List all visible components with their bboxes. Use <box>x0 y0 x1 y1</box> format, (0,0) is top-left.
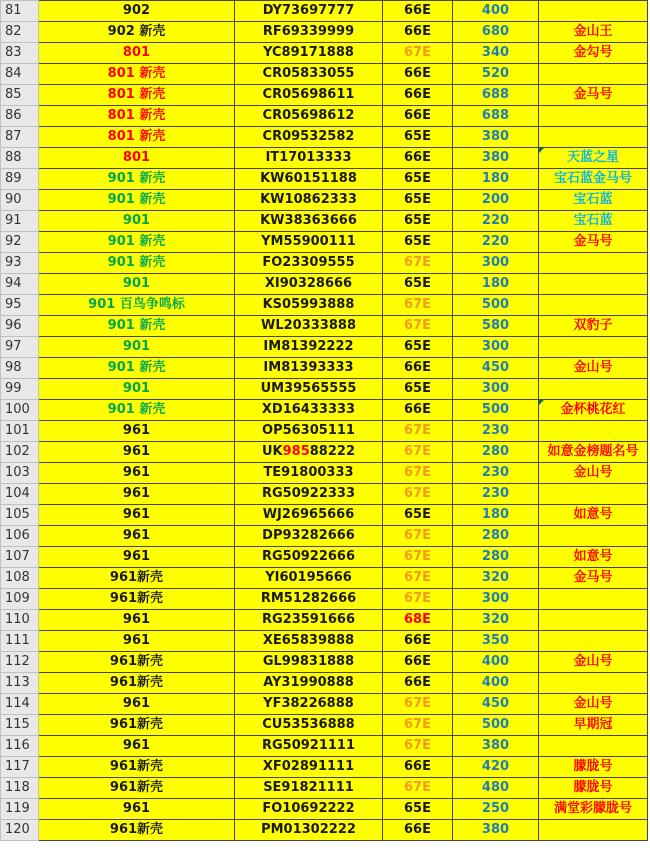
cell-price[interactable]: 420 <box>453 757 539 778</box>
cell-price[interactable]: 400 <box>453 652 539 673</box>
cell-grade[interactable]: 65E <box>383 232 453 253</box>
table-row <box>1 736 648 757</box>
cell-grade[interactable]: 65E <box>383 799 453 820</box>
table-row <box>1 694 648 715</box>
cell-price[interactable]: 300 <box>453 589 539 610</box>
cell-price[interactable]: 380 <box>453 148 539 169</box>
cell-type[interactable]: 961 <box>39 505 235 526</box>
cell-grade[interactable]: 65E <box>383 379 453 400</box>
table-row <box>1 589 648 610</box>
cell-note[interactable] <box>539 274 648 295</box>
table-row <box>1 673 648 694</box>
cell-price[interactable]: 380 <box>453 127 539 148</box>
cell-grade[interactable]: 65E <box>383 211 453 232</box>
cell-price[interactable]: 450 <box>453 694 539 715</box>
cell-type[interactable]: 961新壳 <box>39 757 235 778</box>
table-row <box>1 463 648 484</box>
cell-grade[interactable]: 66E <box>383 400 453 421</box>
cell-note[interactable]: 金马号 <box>539 85 648 106</box>
cell-note[interactable]: 宝石蓝 <box>539 211 648 232</box>
cell-price[interactable]: 500 <box>453 295 539 316</box>
row-number: 102 <box>1 442 39 463</box>
cell-price[interactable]: 380 <box>453 736 539 757</box>
cell-serial[interactable]: YI60195666 <box>235 568 383 589</box>
cell-grade[interactable]: 66E <box>383 757 453 778</box>
table-row <box>1 43 648 64</box>
cell-type[interactable]: 961 <box>39 610 235 631</box>
cell-price[interactable]: 300 <box>453 253 539 274</box>
cell-price[interactable]: 500 <box>453 715 539 736</box>
cell-grade[interactable]: 65E <box>383 337 453 358</box>
cell-note[interactable]: 金马号 <box>539 232 648 253</box>
cell-type[interactable]: 961 <box>39 526 235 547</box>
cell-note[interactable]: 金马号 <box>539 568 648 589</box>
row-number: 107 <box>1 547 39 568</box>
table-row <box>1 1 648 22</box>
cell-grade[interactable]: 66E <box>383 106 453 127</box>
cell-grade[interactable]: 66E <box>383 673 453 694</box>
cell-serial[interactable]: XE65839888 <box>235 631 383 652</box>
table-row <box>1 421 648 442</box>
cell-type[interactable]: 901 <box>39 211 235 232</box>
cell-note[interactable]: 金山号 <box>539 652 648 673</box>
cell-serial[interactable]: CU53536888 <box>235 715 383 736</box>
row-number: 87 <box>1 127 39 148</box>
cell-grade[interactable]: 67E <box>383 715 453 736</box>
cell-type[interactable]: 961 <box>39 631 235 652</box>
cell-type[interactable]: 801 新壳 <box>39 85 235 106</box>
cell-note[interactable]: 金山王 <box>539 22 648 43</box>
cell-price[interactable]: 230 <box>453 484 539 505</box>
cell-note[interactable] <box>539 736 648 757</box>
cell-price[interactable]: 180 <box>453 169 539 190</box>
table-row <box>1 232 648 253</box>
cell-price[interactable]: 280 <box>453 526 539 547</box>
table-row <box>1 505 648 526</box>
cell-note[interactable]: 如意金榜题名号 <box>539 442 648 463</box>
table-row <box>1 484 648 505</box>
cell-serial[interactable]: SE91821111 <box>235 778 383 799</box>
cell-grade[interactable]: 67E <box>383 589 453 610</box>
cell-note[interactable]: 如意号 <box>539 547 648 568</box>
cell-price[interactable]: 220 <box>453 232 539 253</box>
cell-grade[interactable]: 66E <box>383 148 453 169</box>
cell-grade[interactable]: 65E <box>383 505 453 526</box>
cell-grade[interactable]: 66E <box>383 631 453 652</box>
serial-suffix: 88222 <box>309 444 355 459</box>
cell-note[interactable]: 金勾号 <box>539 43 648 64</box>
table-row <box>1 715 648 736</box>
cell-note[interactable] <box>539 589 648 610</box>
table-row <box>1 442 648 463</box>
cell-note[interactable] <box>539 337 648 358</box>
row-number: 120 <box>1 820 39 841</box>
table-row <box>1 379 648 400</box>
row-number: 88 <box>1 148 39 169</box>
cell-type[interactable]: 961新壳 <box>39 589 235 610</box>
cell-serial[interactable]: CR05698612 <box>235 106 383 127</box>
cell-grade[interactable]: 67E <box>383 568 453 589</box>
cell-serial[interactable]: WJ26965666 <box>235 505 383 526</box>
cell-serial[interactable]: XF02891111 <box>235 757 383 778</box>
row-number: 83 <box>1 43 39 64</box>
cell-price[interactable]: 230 <box>453 421 539 442</box>
cell-price[interactable]: 320 <box>453 610 539 631</box>
row-number: 85 <box>1 85 39 106</box>
cell-type[interactable]: 901 新壳 <box>39 169 235 190</box>
cell-type[interactable]: 901 新壳 <box>39 400 235 421</box>
row-number: 114 <box>1 694 39 715</box>
cell-serial[interactable]: CR05698611 <box>235 85 383 106</box>
cell-price[interactable]: 230 <box>453 463 539 484</box>
cell-type[interactable]: 961新壳 <box>39 568 235 589</box>
row-number: 106 <box>1 526 39 547</box>
row-number: 97 <box>1 337 39 358</box>
table-row <box>1 337 648 358</box>
cell-price[interactable]: 688 <box>453 85 539 106</box>
table-row <box>1 22 648 43</box>
row-number: 117 <box>1 757 39 778</box>
cell-serial[interactable] <box>235 442 383 463</box>
row-number: 89 <box>1 169 39 190</box>
row-number: 103 <box>1 463 39 484</box>
table-row <box>1 358 648 379</box>
cell-price[interactable]: 500 <box>453 400 539 421</box>
cell-note[interactable]: 金山号 <box>539 358 648 379</box>
cell-type[interactable]: 961 <box>39 463 235 484</box>
table-row <box>1 148 648 169</box>
table-row <box>1 106 648 127</box>
row-number: 101 <box>1 421 39 442</box>
cell-grade[interactable]: 65E <box>383 274 453 295</box>
cell-serial[interactable]: KW10862333 <box>235 190 383 211</box>
cell-grade[interactable]: 66E <box>383 1 453 22</box>
row-number: 109 <box>1 589 39 610</box>
row-number: 82 <box>1 22 39 43</box>
cell-serial[interactable]: IM81392222 <box>235 337 383 358</box>
cell-price[interactable]: 400 <box>453 1 539 22</box>
table-row <box>1 778 648 799</box>
cell-note[interactable] <box>539 610 648 631</box>
cell-note[interactable]: 宝石蓝金马号 <box>539 169 648 190</box>
cell-note[interactable]: 双豹子 <box>539 316 648 337</box>
cell-note[interactable]: 如意号 <box>539 505 648 526</box>
cell-grade[interactable]: 67E <box>383 736 453 757</box>
row-number: 81 <box>1 1 39 22</box>
row-number: 110 <box>1 610 39 631</box>
table-row <box>1 190 648 211</box>
row-number: 96 <box>1 316 39 337</box>
cell-serial[interactable]: PM01302222 <box>235 820 383 841</box>
cell-serial[interactable]: RG50922333 <box>235 484 383 505</box>
cell-serial[interactable]: TE91800333 <box>235 463 383 484</box>
row-number: 91 <box>1 211 39 232</box>
cell-serial[interactable]: YC89171888 <box>235 43 383 64</box>
cell-note[interactable]: 朦胧号 <box>539 757 648 778</box>
cell-price[interactable]: 350 <box>453 631 539 652</box>
cell-grade[interactable]: 66E <box>383 652 453 673</box>
cell-note[interactable]: 早期冠 <box>539 715 648 736</box>
cell-type[interactable]: 801 <box>39 148 235 169</box>
table-row <box>1 568 648 589</box>
row-number: 98 <box>1 358 39 379</box>
cell-serial[interactable]: FO10692222 <box>235 799 383 820</box>
cell-price[interactable]: 320 <box>453 568 539 589</box>
cell-note[interactable] <box>539 295 648 316</box>
row-number: 113 <box>1 673 39 694</box>
row-number: 90 <box>1 190 39 211</box>
row-number: 105 <box>1 505 39 526</box>
cell-note[interactable] <box>539 127 648 148</box>
cell-serial[interactable]: CR09532582 <box>235 127 383 148</box>
spreadsheet-body <box>1 1 648 841</box>
cell-price[interactable]: 180 <box>453 274 539 295</box>
cell-serial[interactable]: KW60151188 <box>235 169 383 190</box>
cell-type[interactable]: 901 新壳 <box>39 190 235 211</box>
table-row <box>1 85 648 106</box>
table-row <box>1 799 648 820</box>
cell-serial[interactable]: XD16433333 <box>235 400 383 421</box>
cell-type[interactable]: 961新壳 <box>39 715 235 736</box>
table-row <box>1 547 648 568</box>
cell-grade[interactable]: 67E <box>383 442 453 463</box>
cell-price[interactable]: 300 <box>453 337 539 358</box>
table-row <box>1 316 648 337</box>
cell-type[interactable]: 902 新壳 <box>39 22 235 43</box>
row-number: 84 <box>1 64 39 85</box>
row-number: 95 <box>1 295 39 316</box>
cell-note[interactable]: 金杯桃花红 <box>539 400 648 421</box>
cell-price[interactable]: 280 <box>453 442 539 463</box>
row-number: 112 <box>1 652 39 673</box>
cell-type[interactable]: 961新壳 <box>39 652 235 673</box>
cell-note[interactable]: 金山号 <box>539 463 648 484</box>
cell-note[interactable] <box>539 484 648 505</box>
cell-note[interactable] <box>539 421 648 442</box>
row-number: 86 <box>1 106 39 127</box>
table-row <box>1 526 648 547</box>
cell-grade[interactable]: 67E <box>383 526 453 547</box>
cell-grade[interactable]: 67E <box>383 253 453 274</box>
cell-note[interactable] <box>539 820 648 841</box>
cell-type[interactable]: 961 <box>39 442 235 463</box>
cell-serial[interactable]: RF69339999 <box>235 22 383 43</box>
cell-type[interactable]: 901 新壳 <box>39 253 235 274</box>
table-row <box>1 253 648 274</box>
cell-grade[interactable]: 67E <box>383 547 453 568</box>
serial-highlight: 985 <box>282 444 310 459</box>
row-number: 92 <box>1 232 39 253</box>
cell-type[interactable]: 801 新壳 <box>39 64 235 85</box>
cell-type[interactable]: 961 <box>39 694 235 715</box>
table-row <box>1 211 648 232</box>
table-row <box>1 64 648 85</box>
cell-type[interactable]: 801 <box>39 43 235 64</box>
cell-grade[interactable]: 66E <box>383 22 453 43</box>
row-number: 99 <box>1 379 39 400</box>
table-row <box>1 274 648 295</box>
cell-note[interactable] <box>539 526 648 547</box>
cell-price[interactable]: 520 <box>453 64 539 85</box>
cell-grade[interactable]: 67E <box>383 778 453 799</box>
table-row <box>1 400 648 421</box>
cell-serial[interactable]: GL99831888 <box>235 652 383 673</box>
cell-note[interactable]: 金山号 <box>539 694 648 715</box>
cell-type[interactable]: 901 <box>39 274 235 295</box>
cell-serial[interactable]: XI90328666 <box>235 274 383 295</box>
cell-serial[interactable]: UM39565555 <box>235 379 383 400</box>
cell-price[interactable]: 688 <box>453 106 539 127</box>
cell-note[interactable] <box>539 379 648 400</box>
row-number: 104 <box>1 484 39 505</box>
cell-type[interactable]: 901 新壳 <box>39 316 235 337</box>
cell-price[interactable]: 340 <box>453 43 539 64</box>
cell-type[interactable]: 961新壳 <box>39 778 235 799</box>
cell-note[interactable] <box>539 673 648 694</box>
row-number: 119 <box>1 799 39 820</box>
cell-price[interactable]: 250 <box>453 799 539 820</box>
cell-grade[interactable]: 67E <box>383 43 453 64</box>
cell-price[interactable]: 180 <box>453 505 539 526</box>
cell-type[interactable]: 961 <box>39 799 235 820</box>
serial-prefix: UK <box>261 444 283 459</box>
table-row <box>1 169 648 190</box>
cell-serial[interactable]: IT17013333 <box>235 148 383 169</box>
table-row <box>1 652 648 673</box>
cell-grade[interactable]: 67E <box>383 484 453 505</box>
cell-grade[interactable]: 67E <box>383 295 453 316</box>
row-number: 115 <box>1 715 39 736</box>
cell-grade[interactable]: 65E <box>383 190 453 211</box>
row-number: 100 <box>1 400 39 421</box>
cell-note[interactable]: 满堂彩朦胧号 <box>539 799 648 820</box>
cell-grade[interactable]: 66E <box>383 358 453 379</box>
cell-grade[interactable]: 65E <box>383 169 453 190</box>
cell-note[interactable] <box>539 106 648 127</box>
cell-price[interactable]: 280 <box>453 547 539 568</box>
cell-price[interactable]: 220 <box>453 211 539 232</box>
cell-serial[interactable]: DY73697777 <box>235 1 383 22</box>
cell-type[interactable]: 961 <box>39 484 235 505</box>
cell-note[interactable] <box>539 631 648 652</box>
cell-price[interactable]: 400 <box>453 673 539 694</box>
cell-grade[interactable]: 68E <box>383 610 453 631</box>
cell-serial[interactable]: YM55900111 <box>235 232 383 253</box>
cell-price[interactable]: 380 <box>453 820 539 841</box>
table-row <box>1 757 648 778</box>
cell-price[interactable]: 200 <box>453 190 539 211</box>
table-row <box>1 820 648 841</box>
cell-price[interactable]: 300 <box>453 379 539 400</box>
row-number: 116 <box>1 736 39 757</box>
table-row <box>1 127 648 148</box>
cell-grade[interactable]: 66E <box>383 64 453 85</box>
cell-type[interactable]: 901 <box>39 337 235 358</box>
row-number: 111 <box>1 631 39 652</box>
cell-type[interactable]: 801 新壳 <box>39 127 235 148</box>
cell-grade[interactable]: 66E <box>383 85 453 106</box>
cell-type[interactable]: 961新壳 <box>39 673 235 694</box>
cell-serial[interactable]: KW38363666 <box>235 211 383 232</box>
cell-type[interactable]: 902 <box>39 1 235 22</box>
cell-type[interactable]: 961 <box>39 736 235 757</box>
cell-note[interactable] <box>539 253 648 274</box>
cell-note[interactable]: 宝石蓝 <box>539 190 648 211</box>
cell-serial[interactable]: FO23309555 <box>235 253 383 274</box>
cell-serial[interactable]: AY31990888 <box>235 673 383 694</box>
cell-grade[interactable]: 67E <box>383 421 453 442</box>
cell-serial[interactable]: CR05833055 <box>235 64 383 85</box>
row-number: 118 <box>1 778 39 799</box>
cell-note[interactable] <box>539 64 648 85</box>
row-number: 94 <box>1 274 39 295</box>
cell-type[interactable]: 961 <box>39 421 235 442</box>
cell-grade[interactable]: 66E <box>383 820 453 841</box>
cell-type[interactable]: 901 <box>39 379 235 400</box>
table-row <box>1 295 648 316</box>
table-row <box>1 631 648 652</box>
cell-serial[interactable]: IM81393333 <box>235 358 383 379</box>
cell-grade[interactable]: 67E <box>383 316 453 337</box>
table-row <box>1 610 648 631</box>
cell-type[interactable]: 961新壳 <box>39 820 235 841</box>
cell-note[interactable] <box>539 1 648 22</box>
cell-serial[interactable]: KS05993888 <box>235 295 383 316</box>
cell-grade[interactable]: 67E <box>383 694 453 715</box>
cell-grade[interactable]: 65E <box>383 127 453 148</box>
cell-type[interactable]: 901 新壳 <box>39 358 235 379</box>
cell-serial[interactable]: YF38226888 <box>235 694 383 715</box>
cell-note[interactable]: 天蓝之星 <box>539 148 648 169</box>
cell-type[interactable]: 901 百鸟争鸣标 <box>39 295 235 316</box>
cell-note[interactable]: 朦胧号 <box>539 778 648 799</box>
row-number: 93 <box>1 253 39 274</box>
cell-serial[interactable]: RM51282666 <box>235 589 383 610</box>
cell-serial[interactable]: OP56305111 <box>235 421 383 442</box>
cell-grade[interactable]: 67E <box>383 463 453 484</box>
cell-price[interactable]: 680 <box>453 22 539 43</box>
cell-type[interactable]: 901 新壳 <box>39 232 235 253</box>
cell-serial[interactable]: RG50922666 <box>235 547 383 568</box>
cell-serial[interactable]: WL20333888 <box>235 316 383 337</box>
cell-type[interactable]: 801 新壳 <box>39 106 235 127</box>
cell-price[interactable]: 450 <box>453 358 539 379</box>
cell-serial[interactable]: RG50921111 <box>235 736 383 757</box>
cell-serial[interactable]: DP93282666 <box>235 526 383 547</box>
cell-price[interactable]: 480 <box>453 778 539 799</box>
cell-type[interactable]: 961 <box>39 547 235 568</box>
cell-serial[interactable]: RG23591666 <box>235 610 383 631</box>
row-number: 108 <box>1 568 39 589</box>
cell-price[interactable]: 580 <box>453 316 539 337</box>
